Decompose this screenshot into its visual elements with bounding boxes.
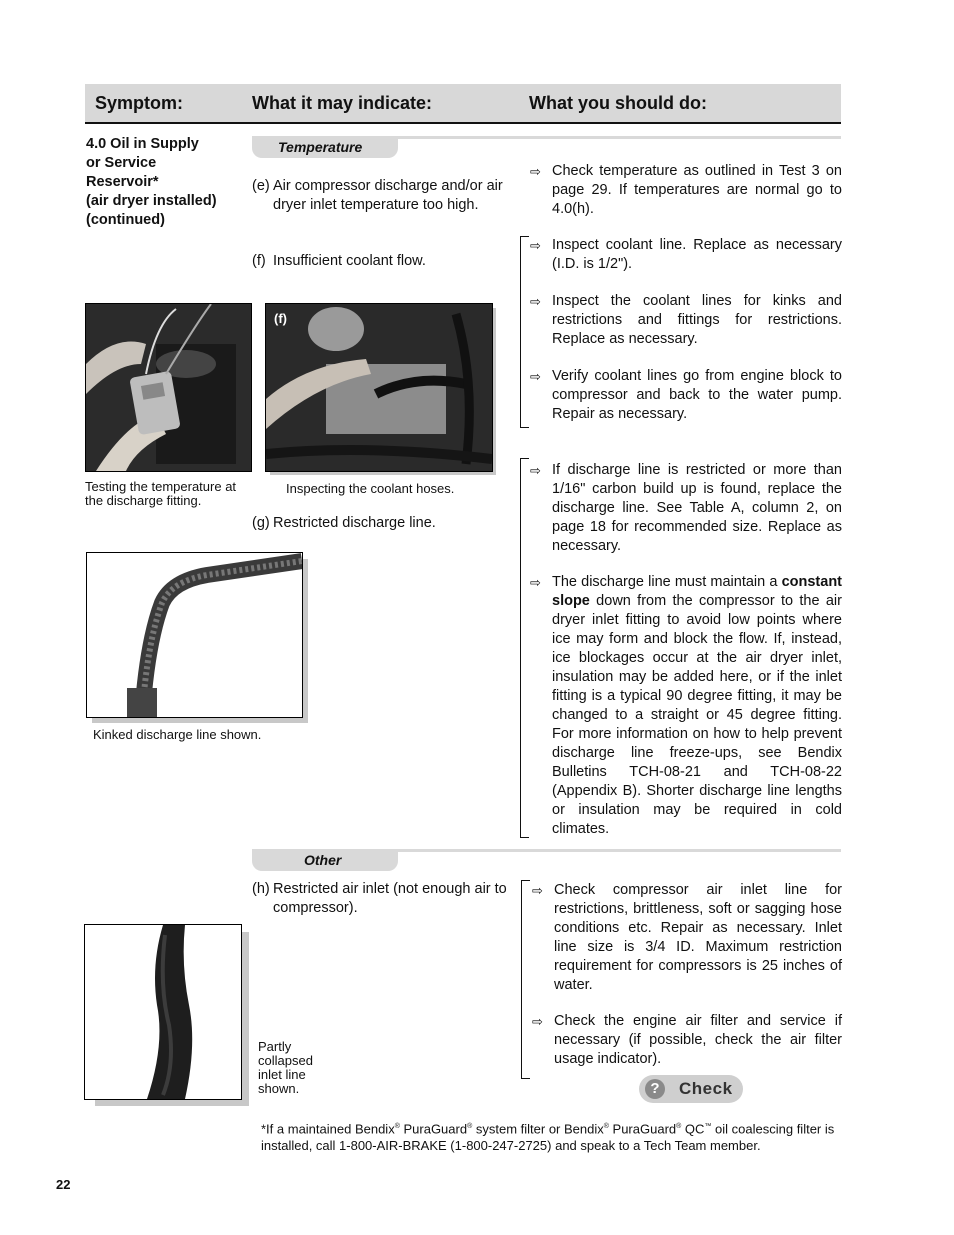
indication-h [252,880,516,918]
action-g2 [530,573,842,839]
action-f2 [530,292,842,349]
photo-kinked-line [86,552,303,718]
action-text-bold: constant slope [552,574,842,609]
section-tab-other: Other [252,849,398,871]
header-indicate: What it may indicate: [252,93,433,113]
symptom-line: 4.0 Oil in Supply [86,136,199,152]
action-text: Inspect coolant line. Replace as necessary (I.D. is 1/2"). [552,237,842,272]
indication-text: Insufficient coolant flow. [273,253,426,269]
indication-label: (e) [252,178,270,194]
page-number: 22 [56,1177,71,1192]
indication-label: (f) [252,253,266,269]
header-symptom: Symptom: [95,93,184,113]
question-icon: ? [645,1079,665,1099]
arrow-right-icon: ⇨ [530,238,541,253]
symptom-line: Reservoir* [86,174,159,190]
photo-illustration [86,304,251,471]
arrow-right-icon: ⇨ [530,463,541,478]
symptom-title [86,135,246,230]
symptom-line: (continued) [86,212,165,228]
indication-f [252,252,512,271]
photo-tag: (f) [274,311,287,326]
check-button[interactable] [639,1075,743,1103]
indication-label: (h) [252,881,270,897]
action-e1 [530,162,842,219]
indication-text: Air compressor discharge and/or air dryer inlet temperature too high. [273,178,503,213]
indication-label: (g) [252,515,270,531]
action-text: Check temperature as outlined in Test 3 on page 29. If temperatures are normal go to 4.0(h). [552,163,842,217]
arrow-right-icon: ⇨ [530,294,541,309]
arrow-right-icon: ⇨ [532,883,543,898]
trademark: ™ [704,1123,712,1130]
caption-temperature-test: Testing the temperature at the discharge fitting. [85,479,237,508]
section-tab-temperature: Temperature [252,136,398,158]
footnote-text: PuraGuard [399,1121,468,1137]
action-text-part: down from the compressor to the air dryer inlet fitting to avoid low points where ice may form and block the flow. If, instead, ice blockages occur at the air dryer inlet, insulation may be added here, or if the inlet fitting is a typical 90 degree fitting, it may be changed to a straight or 45 degree fitting. For more information on how to help prevent discharge line freeze-ups, see Bendix Bulletins TCH-08-21 and TCH-08-22 (Appendix B). Shorter discharge line lengths or insulation may be required in cold climates. [552,593,842,837]
registered-mark: ® [676,1123,682,1130]
bracket [521,880,530,1079]
arrow-right-icon: ⇨ [530,575,541,590]
indication-text: Restricted air inlet (not enough air to compressor). [273,881,507,916]
action-text: Check compressor air inlet line for restrictions, brittleness, soft or sagging hose conditions etc. Repair as necessary. Inlet line size is 3/4 ID. Maximum restriction requirement for compressors is 25 inches of water. [554,882,842,993]
caption-kinked-line: Kinked discharge line shown. [93,727,262,742]
action-text-part: The discharge line must maintain a [552,574,782,590]
header-todo: What you should do: [529,93,707,113]
footnote-text: oil coalescing filter is installed, call 1-800-AIR-BRAKE (1-800-247-2725) and speak to a Tech Team member. [261,1121,835,1154]
photo-illustration [266,304,492,471]
action-text: Check the engine air filter and service if necessary (if possible, check the air filter usage indicator). [554,1013,842,1067]
action-text: If discharge line is restricted or more than 1/16" carbon build up is found, replace the discharge line. See Table A, column 2, on page 18 for recommended size. Replace as necessary. [552,462,842,554]
caption-coolant-hoses: Inspecting the coolant hoses. [286,481,455,496]
arrow-right-icon: ⇨ [530,164,541,179]
registered-mark: ® [603,1123,609,1130]
footnote-text: system filter or Bendix [472,1121,604,1137]
footnote [261,1118,841,1154]
photo-illustration [85,925,241,1099]
registered-mark: ® [467,1123,473,1130]
indication-text: Restricted discharge line. [273,515,436,531]
action-h2 [532,1012,842,1069]
arrow-right-icon: ⇨ [532,1014,543,1029]
footnote-text: QC [681,1121,705,1137]
action-text: Verify coolant lines go from engine block to compressor and back to the water pump. Repair as necessary. [552,368,842,422]
action-f1 [530,236,842,274]
caption-inlet-line: Partly collapsed inlet line shown. [258,1039,313,1096]
action-text [552,573,842,839]
photo-temperature-test [85,303,252,472]
action-h1 [532,881,842,995]
action-text: Inspect the coolant lines for kinks and restrictions and fittings for restrictions. Replace as necessary. [552,293,842,347]
symptom-line: or Service [86,155,157,171]
table-header [85,84,841,124]
registered-mark: ® [394,1123,400,1130]
indication-e [252,177,512,215]
footnote-text: *If a maintained Bendix [261,1121,395,1137]
arrow-right-icon: ⇨ [530,369,541,384]
footnote-text: PuraGuard [608,1121,677,1137]
action-f3 [530,367,842,424]
indication-g [252,514,512,533]
symptom-line: (air dryer installed) [86,193,217,209]
bracket [520,458,529,838]
photo-inlet-line [84,924,242,1100]
photo-coolant-hoses [265,303,493,472]
photo-illustration [87,553,302,717]
action-g1 [530,461,842,556]
bracket [520,236,529,428]
check-label: Check [679,1079,733,1098]
